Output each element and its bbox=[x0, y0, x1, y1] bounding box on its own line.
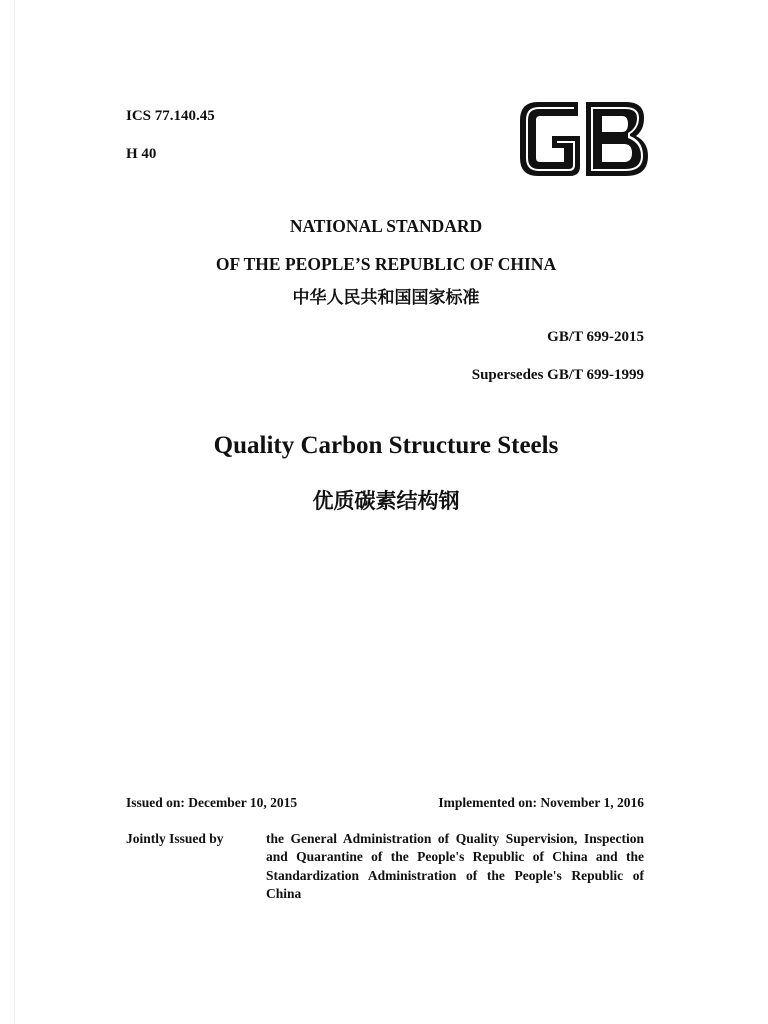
issued-date: Issued on: December 10, 2015 bbox=[126, 795, 298, 810]
standard-number: GB/T 699-2015 bbox=[547, 329, 644, 345]
gb-logo bbox=[518, 98, 650, 180]
document-title-chinese: 优质碳素结构钢 bbox=[312, 489, 460, 513]
heading-prc: OF THE PEOPLE’S REPUBLIC OF CHINA bbox=[215, 254, 557, 274]
implemented-date: Implemented on: November 1, 2016 bbox=[438, 795, 644, 810]
jointly-issued-label: Jointly Issued by bbox=[126, 831, 224, 846]
supersedes-note: Supersedes GB/T 699-1999 bbox=[471, 367, 644, 383]
jointly-issued-text: the General Administration of Quality Supervision, Inspection and Quarantine of the People's Republic of China and the Standardization Administration of the People's Republic of China bbox=[266, 831, 644, 901]
ics-code: ICS 77.140.45 bbox=[126, 108, 215, 124]
heading-national-standard: NATIONAL STANDARD bbox=[289, 216, 483, 236]
heading-chinese: 中华人民共和国国家标准 bbox=[292, 288, 480, 308]
document-title-english: Quality Carbon Structure Steels bbox=[213, 432, 559, 459]
ccs-code: H 40 bbox=[126, 146, 157, 162]
